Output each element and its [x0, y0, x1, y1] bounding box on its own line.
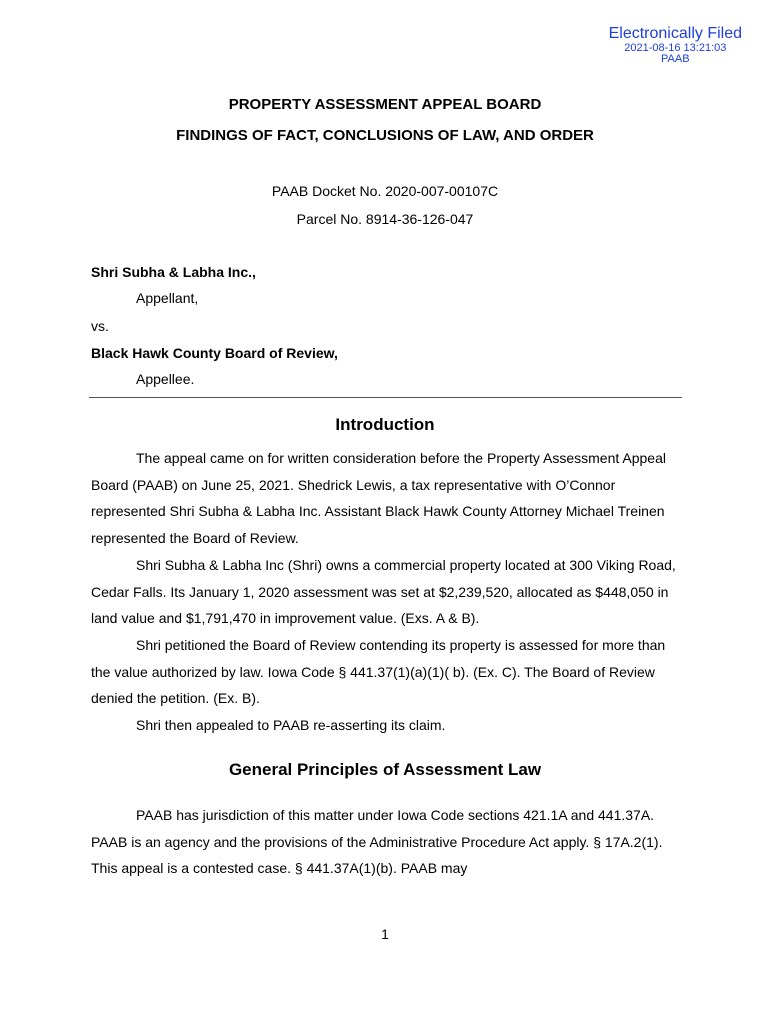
document-title: FINDINGS OF FACT, CONCLUSIONS OF LAW, AND ORDER: [176, 127, 594, 144]
board-title: PROPERTY ASSESSMENT APPEAL BOARD: [228, 96, 542, 113]
introduction-paragraph-3: Shri petitioned the Board of Review contending its property is assessed for more than the value authorized by law. Iowa Code § 441.37(1)(a)(1)( b). (Ex. C). The Board of Review denied the petition. (Ex. B).: [91, 637, 666, 707]
appellee-role: Appellee.: [136, 371, 195, 387]
introduction-paragraph-1: The appeal came on for written consideration before the Property Assessment Appeal Board (PAAB) on June 25, 2021. Shedrick Lewis, a tax representative with O’Connor represented Shri Subha & Labha Inc. Assistant Black Hawk County Attorney Michael Treinen represented the Board of Review.: [91, 450, 666, 547]
introduction-paragraph-4: Shri then appealed to PAAB re-asserting its claim.: [136, 717, 446, 733]
appellant-role: Appellant,: [136, 290, 199, 306]
stamp-timestamp: 2021-08-16 13:21:03: [624, 41, 727, 54]
appellee-name: Black Hawk County Board of Review,: [91, 345, 338, 361]
introduction-paragraph-2: Shri Subha & Labha Inc (Shri) owns a commercial property located at 300 Viking Road, Cedar Falls. Its January 1, 2020 assessment was set at $2,239,520, allocated as $448,050 in land value and $1,791,470 in improvement value. (Exs. A & B).: [91, 557, 676, 627]
general-principles-paragraph-1: PAAB has jurisdiction of this matter under Iowa Code sections 421.1A and 441.37A. PAAB is an agency and the provisions of the Administrative Procedure Act apply. § 17A.2(1). This appeal is a contested case. § 441.37A(1)(b). PAAB may: [91, 807, 663, 877]
general-principles-heading: General Principles of Assessment Law: [228, 760, 542, 779]
page-number: 1: [381, 926, 389, 942]
appellant-name: Shri Subha & Labha Inc.,: [91, 264, 256, 280]
parcel-number: Parcel No. 8914-36-126-047: [296, 211, 474, 227]
electronic-filing-stamp: [609, 26, 742, 66]
stamp-status: Electronically Filed: [608, 25, 742, 42]
introduction-heading: Introduction: [335, 415, 435, 434]
versus: vs.: [91, 318, 109, 334]
stamp-agency: PAAB: [661, 53, 690, 66]
caption-divider: [89, 397, 682, 398]
docket-number: PAAB Docket No. 2020-007-00107C: [271, 183, 499, 199]
